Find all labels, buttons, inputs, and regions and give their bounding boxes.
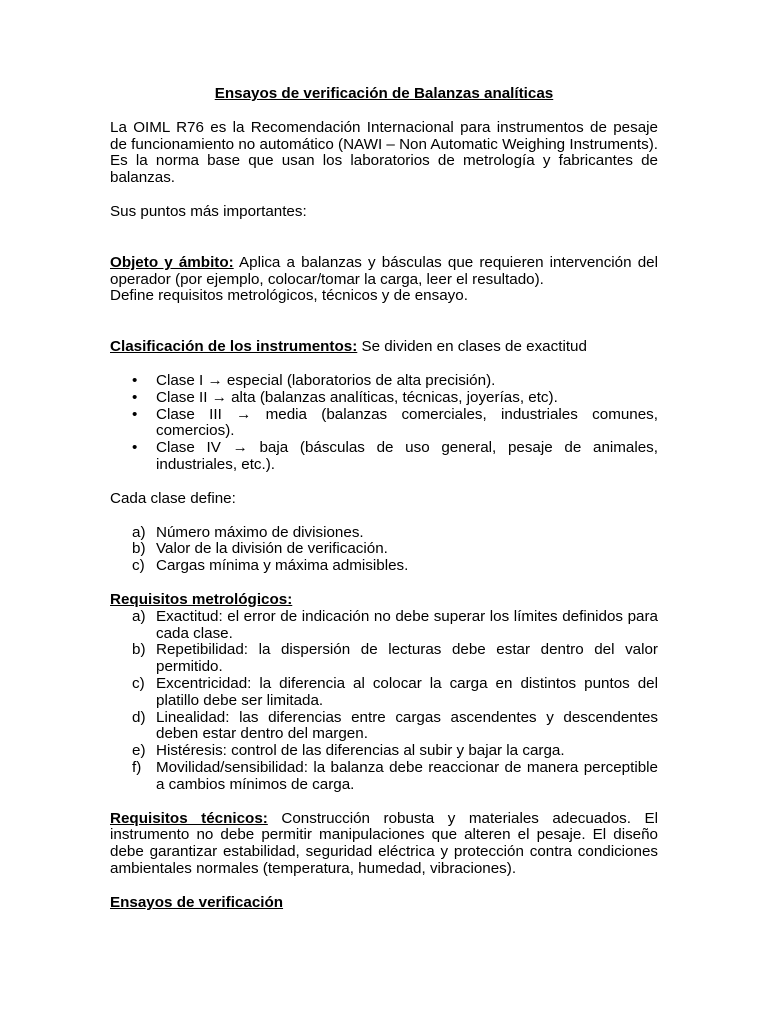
list-marker: d) xyxy=(132,708,146,726)
objeto-text-2: Define requisitos metrológicos, técnicos y de ensayo. xyxy=(110,287,468,305)
ensayos-heading: Ensayos de verificación xyxy=(110,893,284,911)
list-item-text: Cargas mínima y máxima admisibles. xyxy=(156,557,409,575)
list-item xyxy=(110,642,658,676)
list-item-text: Linealidad: las diferencias entre cargas ascendentes y descendentes deben estar dentro del margen. xyxy=(156,708,658,743)
clasificacion-text: Se dividen en clases de exactitud xyxy=(357,338,587,356)
list-item xyxy=(110,743,658,760)
list-item: • Clase I → especial (laboratorios de alta precisión). xyxy=(110,373,658,390)
cada-clase-list xyxy=(110,525,658,575)
list-marker: f) xyxy=(132,758,142,776)
objeto-paragraph xyxy=(110,255,658,289)
list-item-text: Exactitud: el error de indicación no debe superar los límites definidos para cada clase. xyxy=(156,607,658,642)
intro-paragraph: La OIML R76 es la Recomendación Internacional para instrumentos de pesaje de funcionamiento no automático (NAWI – Non Automatic Weighing Instruments). Es la norma base que usan los laboratorios de metrología y fabricantes de balanzas. xyxy=(110,118,658,187)
list-item xyxy=(110,609,658,643)
list-item xyxy=(110,558,658,575)
metrologicos-list xyxy=(110,609,658,794)
tecnicos-text: Construcción robusta y materiales adecuados. El instrumento no debe permitir manipulaciones que alteren el pesaje. El diseño debe garantizar estabilidad, seguridad eléctrica y protección contra condiciones ambientales normales (temperatura, humedad, vibraciones). xyxy=(110,809,659,877)
list-item xyxy=(110,710,658,744)
cada-clase-text: Cada clase define: xyxy=(110,489,236,507)
tecnicos-paragraph xyxy=(110,811,658,878)
list-marker: a) xyxy=(132,523,146,541)
list-marker: b) xyxy=(132,641,146,659)
list-item-text: Repetibilidad: la dispersión de lecturas debe estar dentro del valor permitido. xyxy=(156,641,658,676)
objeto-heading: Objeto y ámbito: xyxy=(110,253,234,271)
list-marker: a) xyxy=(132,607,146,625)
document-title: Ensayos de verificación de Balanzas analíticas xyxy=(214,85,554,102)
clasificacion-paragraph xyxy=(110,339,658,356)
list-item xyxy=(110,525,658,542)
document-body xyxy=(110,86,658,911)
list-marker: c) xyxy=(132,557,145,575)
list-marker: e) xyxy=(132,742,146,760)
list-item: • Clase III → media (balanzas comerciales, industriales comunes, comercios). xyxy=(110,407,658,441)
list-item: • Clase II → alta (balanzas analíticas, técnicas, joyerías, etc). xyxy=(110,390,658,407)
list-item xyxy=(110,760,658,794)
list-item xyxy=(110,676,658,710)
list-item xyxy=(110,541,658,558)
list-item-text: Histéresis: control de las diferencias al subir y bajar la carga. xyxy=(156,742,565,760)
list-item-text: Valor de la división de verificación. xyxy=(156,540,388,558)
objeto-text: Aplica a balanzas y básculas que requieren intervención del operador (por ejemplo, colocar/tomar la carga, leer el resultado). xyxy=(110,253,658,288)
list-item-text: Movilidad/sensibilidad: la balanza debe reaccionar de manera perceptible a cambios mínimos de carga. xyxy=(156,758,658,793)
list-marker: b) xyxy=(132,540,146,558)
points-intro: Sus puntos más importantes: xyxy=(110,202,307,220)
list-item-text: Número máximo de divisiones. xyxy=(156,523,364,541)
metrologicos-heading: Requisitos metrológicos: xyxy=(110,590,293,608)
tecnicos-heading: Requisitos técnicos: xyxy=(110,809,268,827)
list-item: • Clase IV → baja (básculas de uso general, pesaje de animales, industriales, etc.). xyxy=(110,440,658,474)
list-item-text: Excentricidad: la diferencia al colocar la carga en distintos puntos del platillo debe ser limitada. xyxy=(156,674,658,709)
clases-list xyxy=(110,373,658,474)
metrologicos-heading-line xyxy=(110,592,658,609)
list-marker: c) xyxy=(132,674,145,692)
ensayos-heading-line xyxy=(110,895,658,912)
clasificacion-heading: Clasificación de los instrumentos: xyxy=(110,338,358,356)
